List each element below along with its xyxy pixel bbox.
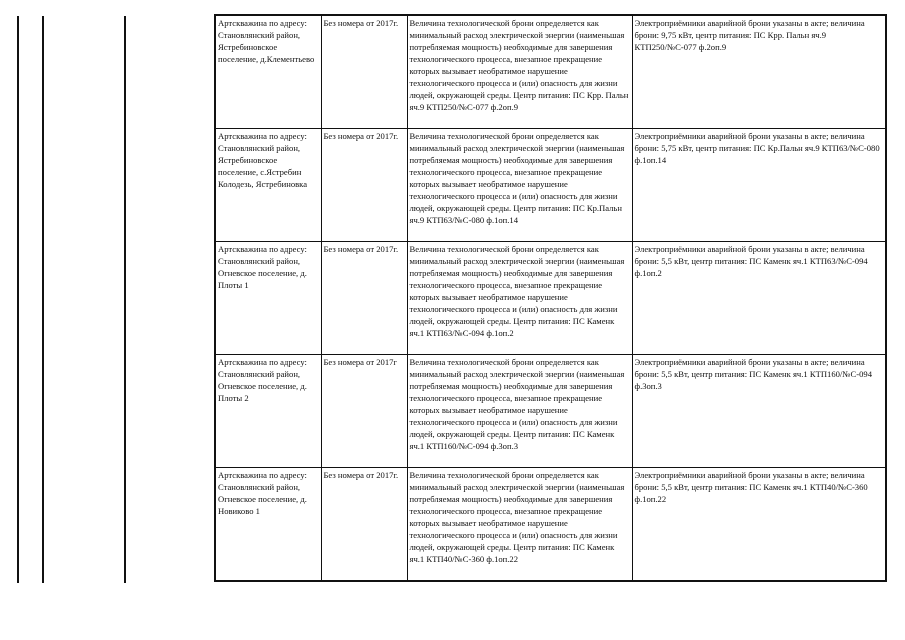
table-row <box>215 355 886 468</box>
left-column-rule-2 <box>42 16 44 583</box>
table-row <box>215 242 886 355</box>
table-row <box>215 15 886 129</box>
notes-cell: Электроприёмники аварийной брони указаны в акте; величина брони: 5,5 кВт, центр питания: ПС Каменк яч.1 КТП160/№С-094 ф.3оп.3 <box>632 355 886 468</box>
notes-cell: Электроприёмники аварийной брони указаны в акте; величина брони: 5,75 кВт, центр питания: ПС Кр.Пальн яч.9 КТП63/№С-080 ф.1оп.14 <box>632 129 886 242</box>
document-cell: Без номера от 2017г. <box>321 242 407 355</box>
table-row <box>215 468 886 582</box>
table-row <box>215 129 886 242</box>
notes-cell: Электроприёмники аварийной брони указаны в акте; величина брони: 5,5 кВт, центр питания: ПС Каменк яч.1 КТП63/№С-094 ф.1оп.2 <box>632 242 886 355</box>
left-column-rule-3 <box>124 16 126 583</box>
backup-power-table <box>214 14 887 582</box>
object-cell: Артскважина по адресу: Становлянский район, Ястребиновское поселение, д.Клементьево <box>215 15 321 129</box>
document-cell: Без номера от 2017г. <box>321 468 407 582</box>
left-column-rule-1 <box>17 16 19 583</box>
justification-cell: Величина технологической брони определяется как минимальный расход электрической энергии (наименьшая потребляемая мощность) необходимые для завершения технологического процесса, внезапное прекращение которых вызывает необратимое нарушение технологического процесса и (или) опасность для жизни людей, окружающей среды. Центр питания: ПС Крр. Пальн яч.9 КТП250/№С-077 ф.2оп.9 <box>407 15 632 129</box>
object-cell: Артскважина по адресу: Становлянский район, Огневское поселение, д. Плоты 1 <box>215 242 321 355</box>
justification-cell: Величина технологической брони определяется как минимальный расход электрической энергии (наименьшая потребляемая мощность) необходимые для завершения технологического процесса, внезапное прекращение которых вызывает необратимое нарушение технологического процесса и (или) опасность для жизни людей, окружающей среды. Центр питания: ПС Каменк яч.1 КТП40/№С-360 ф.1оп.22 <box>407 468 632 582</box>
notes-cell: Электроприёмники аварийной брони указаны в акте; величина брони: 5,5 кВт, центр питания: ПС Каменк яч.1 КТП40/№С-360 ф.1оп.22 <box>632 468 886 582</box>
object-cell: Артскважина по адресу: Становлянский район, Огневское поселение, д. Новиково 1 <box>215 468 321 582</box>
justification-cell: Величина технологической брони определяется как минимальный расход электрической энергии (наименьшая потребляемая мощность) необходимые для завершения технологического процесса, внезапное прекращение которых вызывает необратимое нарушение технологического процесса и (или) опасность для жизни людей, окружающей среды. Центр питания: ПС Кр.Пальн яч.9 КТП63/№С-080 ф.1оп.14 <box>407 129 632 242</box>
object-cell: Артскважина по адресу: Становлянский район, Огневское поселение, д. Плоты 2 <box>215 355 321 468</box>
justification-cell: Величина технологической брони определяется как минимальный расход электрической энергии (наименьшая потребляемая мощность) необходимые для завершения технологического процесса, внезапное прекращение которых вызывает необратимое нарушение технологического процесса и (или) опасность для жизни людей, окружающей среды. Центр питания: ПС Каменк яч.1 КТП160/№С-094 ф.3оп.3 <box>407 355 632 468</box>
notes-cell: Электроприёмники аварийной брони указаны в акте; величина брони: 9,75 кВт, центр питания: ПС Крр. Пальн яч.9 КТП250/№С-077 ф.2оп.9 <box>632 15 886 129</box>
justification-cell: Величина технологической брони определяется как минимальный расход электрической энергии (наименьшая потребляемая мощность) необходимые для завершения технологического процесса, внезапное прекращение которых вызывает необратимое нарушение технологического процесса и (или) опасность для жизни людей, окружающей среды. Центр питания: ПС Каменк яч.1 КТП63/№С-094 ф.1оп.2 <box>407 242 632 355</box>
document-cell: Без номера от 2017г <box>321 355 407 468</box>
document-cell: Без номера от 2017г. <box>321 129 407 242</box>
object-cell: Артскважина по адресу: Становлянский район, Ястребиновское поселение, с.Ястребин Колодезь, Ястребиновка <box>215 129 321 242</box>
document-cell: Без номера от 2017г. <box>321 15 407 129</box>
